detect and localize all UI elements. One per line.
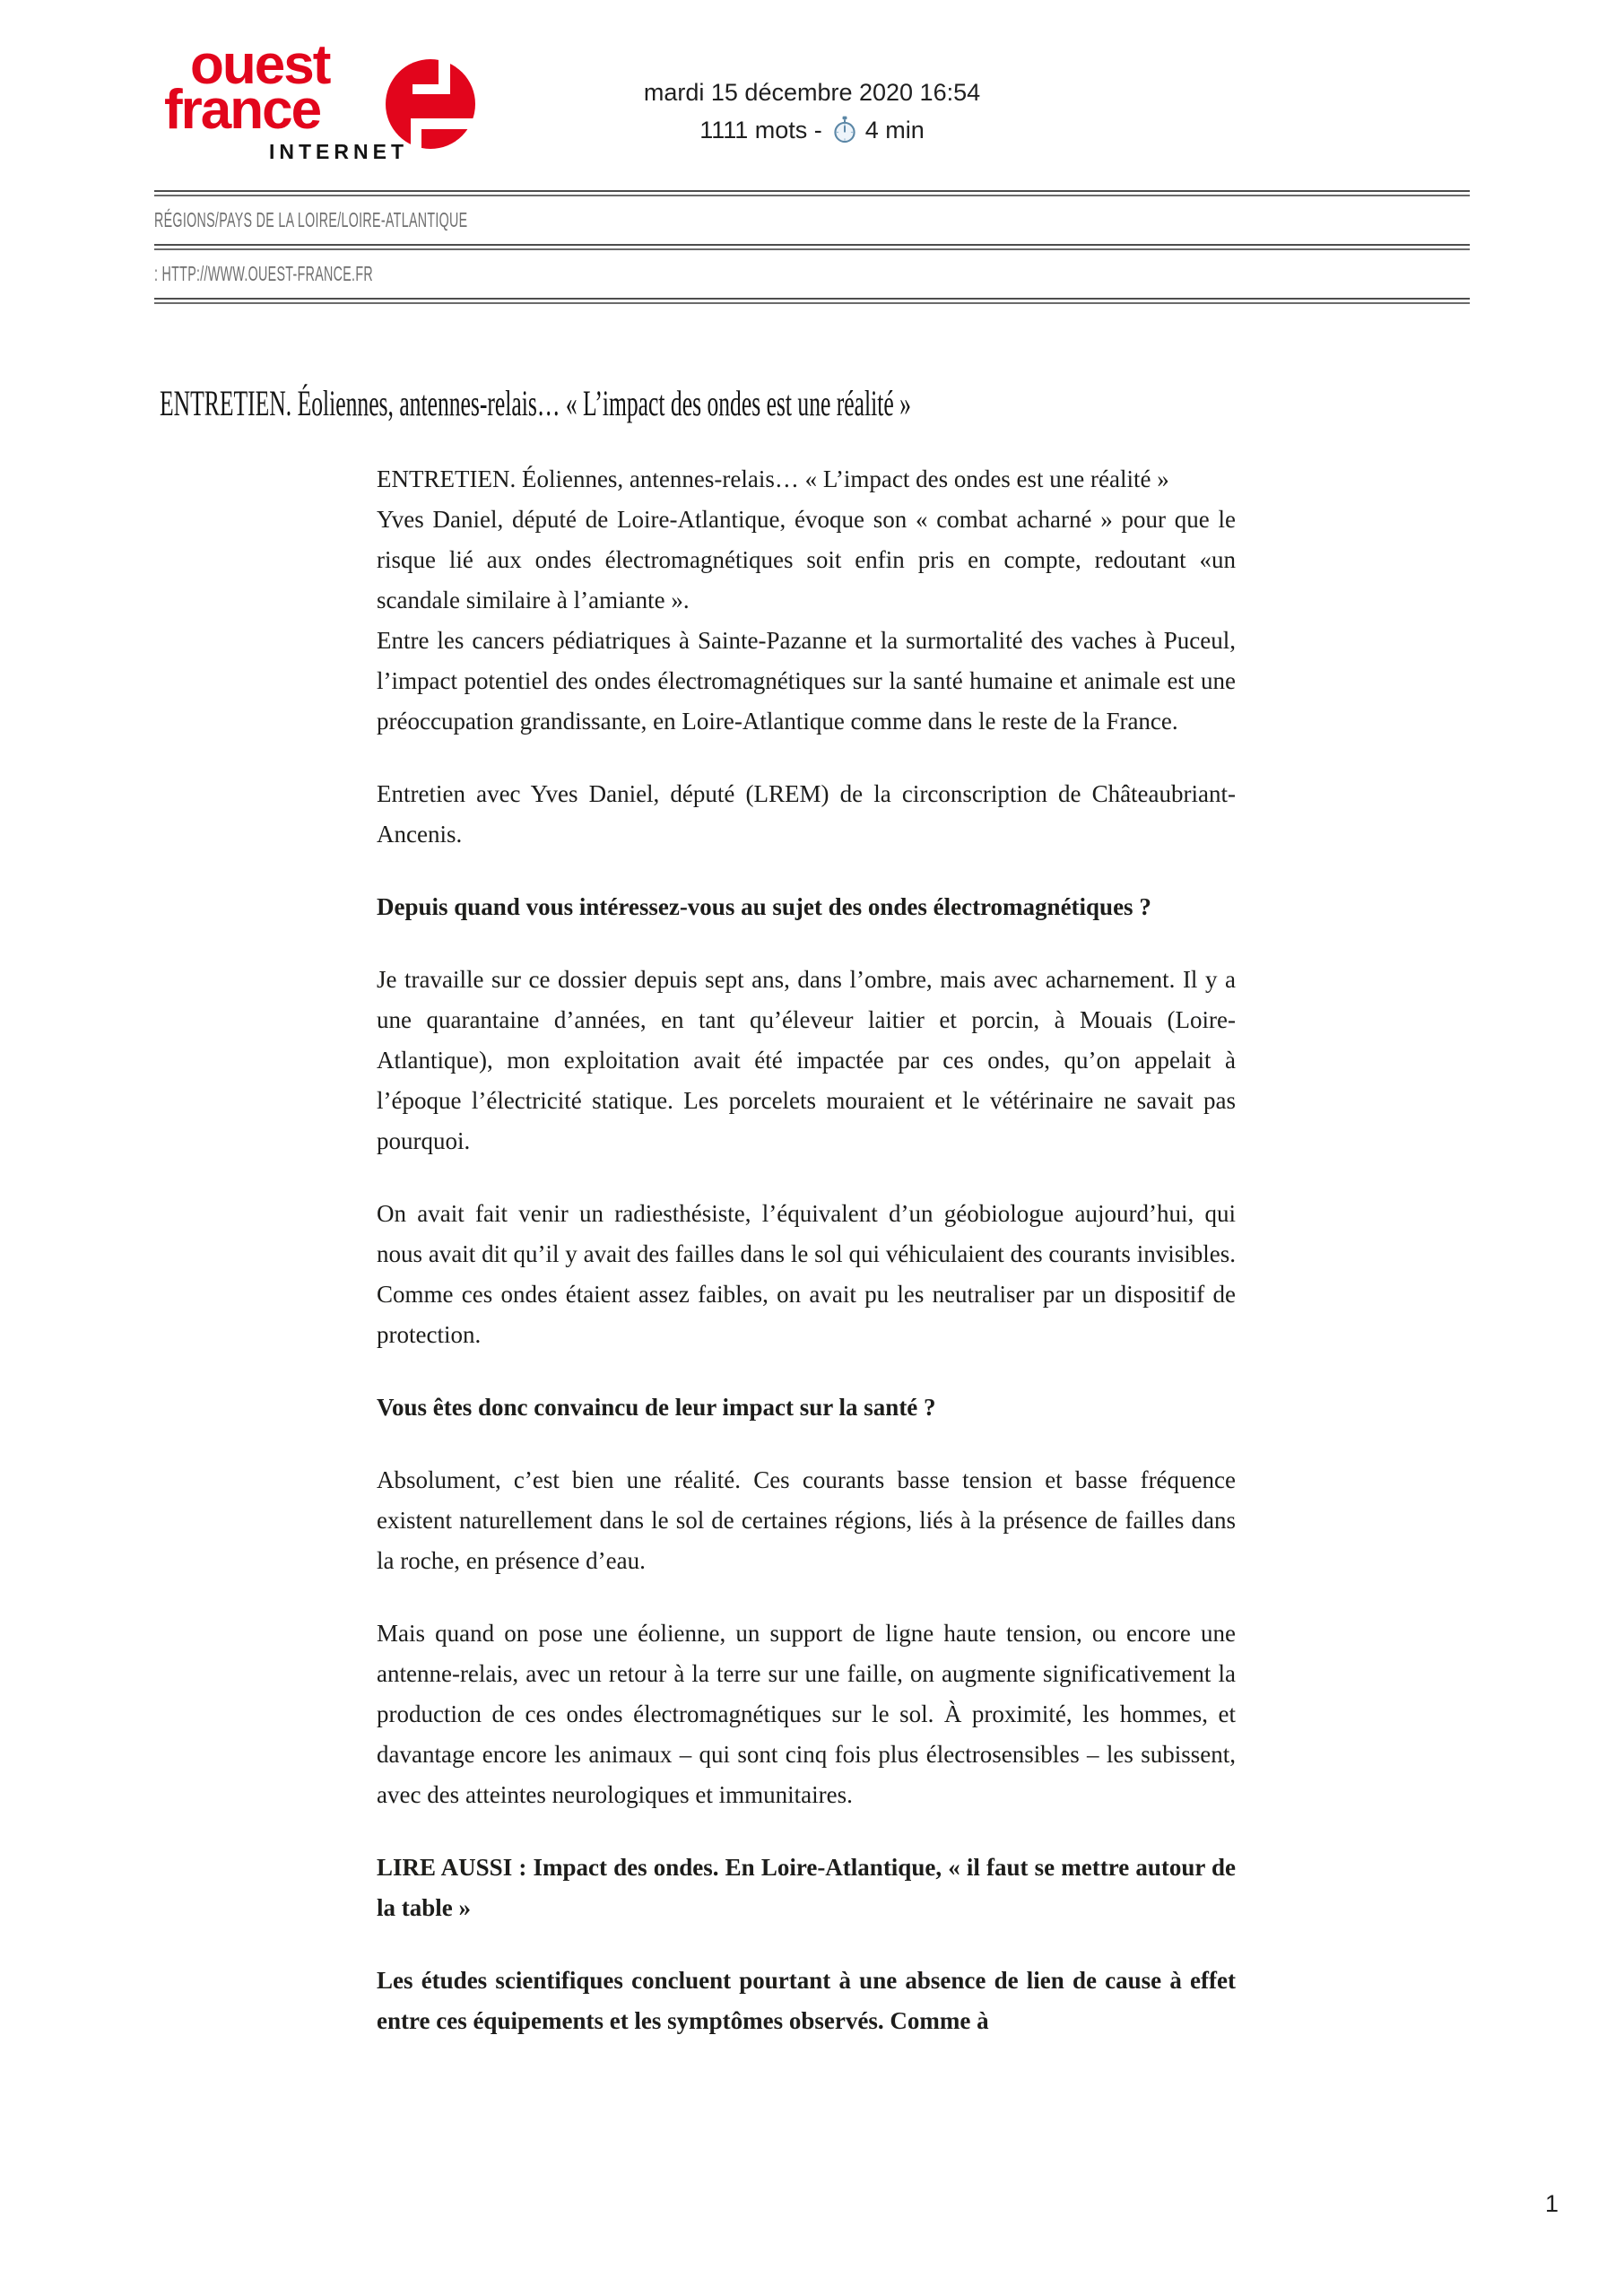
breadcrumb [154, 196, 1470, 244]
article-question: LIRE AUSSI : Impact des ondes. En Loire-Atlantique, « il faut se mettre autour de la table » [377, 1854, 1236, 1921]
article-question: Vous êtes donc convaincu de leur impact sur la santé ? [377, 1394, 936, 1421]
article-paragraph: Entre les cancers pédiatriques à Sainte-Pazanne et la surmortalité des vaches à Puceul, l’impact potentiel des ondes électromagnétiques sur la santé humaine et animale est une préoccupation grandissante, en Loire-Atlantique comme dans le reste de la France. [377, 627, 1236, 735]
breadcrumb-section: RÉGIONS/PAYS DE LA LOIRE/LOIRE-ATLANTIQUE [154, 208, 468, 231]
word-count: 1111 mots - [699, 117, 822, 144]
article-stats [0, 111, 1624, 155]
article-body [377, 459, 1236, 2041]
article-paragraph: Absolument, c’est bien une réalité. Ces courants basse tension et basse fréquence existent naturellement dans le sol de certaines régions, liés à la présence de failles dans la roche, en présence d’eau. [377, 1466, 1236, 1574]
article-paragraph: Je travaille sur ce dossier depuis sept ans, dans l’ombre, mais avec acharnement. Il y a une quarantaine d’années, en tant qu’éleveur laitier et porcin, à Mouais (Loire-Atlantique), mon exploitation avait été impactée par ces ondes, qu’on appelait à l’époque l’électricité statique. Les porcelets mouraient et le vétérinaire ne savait pas pourquoi. [377, 966, 1236, 1154]
page-title: ENTRETIEN. Éoliennes, antennes-relais… « L’impact des ondes est une réalité » [160, 383, 911, 423]
article-question: Depuis quand vous intéressez-vous au sujet des ondes électromagnétiques ? [377, 893, 1151, 920]
read-time: 4 min [864, 117, 925, 144]
article-date: mardi 15 décembre 2020 16:54 [643, 79, 981, 106]
divider-rule [154, 244, 1470, 250]
divider-rule [154, 190, 1470, 196]
stopwatch-icon [831, 123, 858, 150]
article-paragraph: Yves Daniel, député de Loire-Atlantique, évoque son « combat acharné » pour que le risque lié aux ondes électromagnétiques soit enfin pris en compte, redoutant «un scandale similaire à l’amiante ». [377, 506, 1236, 613]
article-paragraph: On avait fait venir un radiesthésiste, l’équivalent d’un géobiologue aujourd’hui, qui nous avait dit qu’il y avait des failles dans le sol qui véhiculaient des courants invisibles. Comme ces ondes étaient assez faibles, on avait pu les neutraliser par un dispositif de protection. [377, 1200, 1236, 1348]
article-paragraph: ENTRETIEN. Éoliennes, antennes-relais… « L’impact des ondes est une réalité » [377, 465, 1169, 492]
source-url-line [154, 250, 1470, 298]
article-question: Les études scientifiques concluent pourtant à une absence de lien de cause à effet entre ces équipements et les symptômes observés. Comme à [377, 1967, 1236, 2034]
logo-subtitle: INTERNET [269, 140, 408, 163]
page-number: 1 [1544, 2190, 1559, 2217]
logo-word-ouest: ouest [190, 34, 330, 96]
source-url: : HTTP://WWW.OUEST-FRANCE.FR [154, 262, 373, 285]
divider-rule [154, 298, 1470, 304]
article-meta [0, 74, 1624, 155]
article-paragraph: Mais quand on pose une éolienne, un support de ligne haute tension, ou encore une antenne-relais, avec un retour à la terre sur une faille, on augmente significativement la production de ces ondes électromagnétiques sur le sol. À proximité, les hommes, et davantage encore les animaux – qui sont cinq fois plus électrosensibles – les subissent, avec des atteintes neurologiques et immunitaires. [377, 1620, 1236, 1808]
breadcrumb-band [154, 190, 1470, 304]
logo-word-france: france [164, 79, 321, 141]
article-paragraph: Entretien avec Yves Daniel, député (LREM) de la circonscription de Châteaubriant-Ancenis. [377, 780, 1236, 848]
